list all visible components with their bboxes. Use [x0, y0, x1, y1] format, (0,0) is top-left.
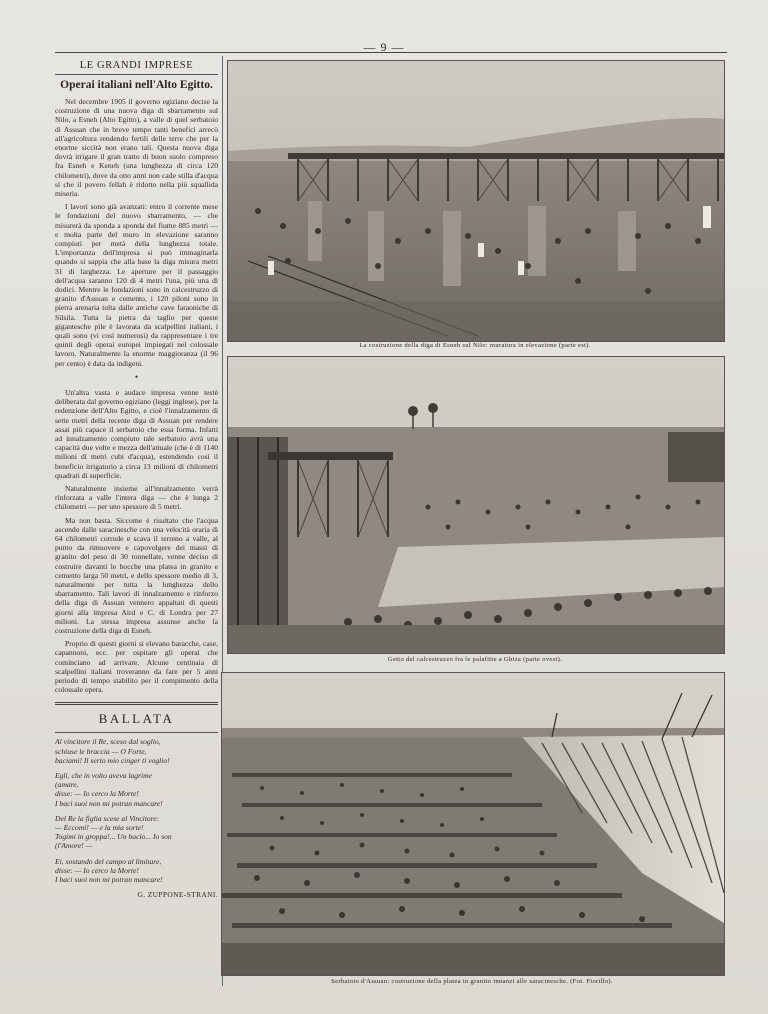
photo-ghiza-concrete [227, 356, 725, 654]
paragraph-separator: • [134, 371, 139, 382]
photo-esneh-image [228, 61, 724, 341]
header-rule [55, 52, 727, 53]
article-title: Operai italiani nell'Alto Egitto. [60, 79, 213, 91]
photo-assuan-reservoir [221, 672, 725, 976]
poem-signature: G. ZUPPONE-STRANI. [137, 890, 218, 900]
article-paragraph: Un'altra vasta e audace impresa venne testè deliberata dal governo egiziano (leggi inglese), per la redenzione dell'Alto Egitto, e cioè l'innalzamento di sette metri della recente diga di Assuan per rendere assai più capace il serbatoio che essa forma. Infatti ad innalzamento compiuto tale serbatoio avrà una capacità due volte e mezza dell'attuale (che è di 1140 milioni di metri cubi d'acqua), estendendo così il beneficio irrigatorio a circa 13 milioni di chilometri quadrati di superficie. [55, 387, 218, 480]
photo-assuan-image [222, 673, 724, 975]
ballata-title: BALLATA [98, 711, 175, 727]
article-paragraph: Naturalmente insieme all'innalzamento verrà rinforzata a valle l'intera diga — che è lunga 2 chilometri — per uno spessore di 5 metri. [55, 483, 218, 512]
photo-caption: La costruzione della diga di Esneh sul Nilo: muratura in elevazione (parte est). [359, 342, 591, 349]
page-number: — 9 — [363, 40, 405, 54]
article-paragraph: I lavori sono già avanzati: entro il corrente mese le fondazioni del nuovo sbarramento, — che misurerà da sponda a sponda del fiume 885 metri — e molta parte del muro in elevazione saranno compiuti per metà della lunghezza totale. L'importanza dell'impresa si può immaginarla quando si sappia che alla base la diga misura metri 31 di larghezza. Le aperture per il passaggio dell'acqua saranno 120 di 4 metri l'una, più una di dodici. Mentre le fondazioni sono in calcestruzzo di granito d'Assuan e cemento, i 120 piloni sono in pietra arenaria tolta dalle antiche cave faraoniche di Silsila. Tutta la pietra da taglio per queste gigantesche pile è lavorata da scalpellini italiani, i quali sono (vi così numerosi) da rappresentare i tre quinti degli operai europei impiegati nel colossale lavoro. Naturalmente la enorme maggioranza (il 96 per cento) è data da indigeni. [55, 202, 218, 368]
poem-stanza: Al vincitore il Re, sceso dal soglio, schiuse le braccia — O Forte, baciami! Il serto mio cinger ti voglio! [55, 737, 170, 765]
poem-stanza: Ei, sostando del campo al limitare, disse: — Io cerco la Morte! I baci suoi non mi potran mancare! [55, 856, 163, 885]
poem-stanza: Egli, che in volto aveva lagrime (amare, disse: — Io cerco la Morte! I baci suoi non mi potran mancare! [55, 771, 163, 808]
text-column [55, 56, 218, 986]
ballata-title-rule [55, 732, 218, 733]
section-rule [55, 74, 218, 75]
ballata-rule [55, 702, 218, 705]
article-paragraph: Proprio di questi giorni si elevano baracche, case, capannoni, ecc. per ospitare gli operai che cominciano ad arrivare. Alcune centinaia di scalpellini italiani troveranno da fare per 5 anni periodo di tempo stabilito per il compimento della colossale opera. [55, 639, 218, 695]
photo-esneh-dam [227, 60, 725, 342]
photo-caption: Serbatoio d'Assuan: costruzione della platea in granito innanzi alle saracinesche. (Fot. Fiorillo). [331, 978, 613, 985]
poem-stanza: Del Re la figlia scese al Vincitore: — Eccomi! — e la mia sorte! Togimi in groppa!... Un bacio... Io son (l'Amore! — [55, 813, 172, 851]
section-title: LE GRANDI IMPRESE [79, 60, 194, 71]
photo-ghiza-image [228, 357, 724, 653]
photo-caption: Getto del calcestruzzo fra le palafitte a Ghiza (parte ovest). [387, 656, 563, 663]
article-paragraph: Nel decembre 1905 il governo egiziano decise la costruzione di una nuova diga di sbarramento sul Nilo, a Esneh (Alto Egitto), a valle di quel serbatoio di Assuan che in breve tempo tanti benefici arrecò all'agricoltura rendendo fertili delle terre che per la enorme siccità non erano tali. Questa nuova diga dovrà irrigare il gran tratto di buon suolo compreso fra Esneh e Keneh (una lunghezza di circa 120 chilometri), dove da otto anni non cade stilla d'acqua sì che il povero fellah è ridotto nella più squallida miseria. [55, 97, 218, 199]
article-paragraph: Ma non basta. Siccome è risultato che l'acqua ascendo dalle saracinesche con una velocità oraria di 64 chilometri corrode e scava il terreno a valle, al punto da rimuovere e capovolgere dei massi di granito del peso di 30 tonnellate, venne deciso di costruire davanti le bocche una platea in granito e cemento larga 50 metri, e dello spessore medio di 3, naturalmente per tutta la lunghezza dello sbarramento. Tali lavori di innalzamento e rinforzo della diga di Assuan vennero appaltati di questi giorni alla impresa Aird e C. di Londra per 27 milioni. La stessa impresa assunse anche la costruzione della diga di Esneh. [55, 515, 218, 635]
